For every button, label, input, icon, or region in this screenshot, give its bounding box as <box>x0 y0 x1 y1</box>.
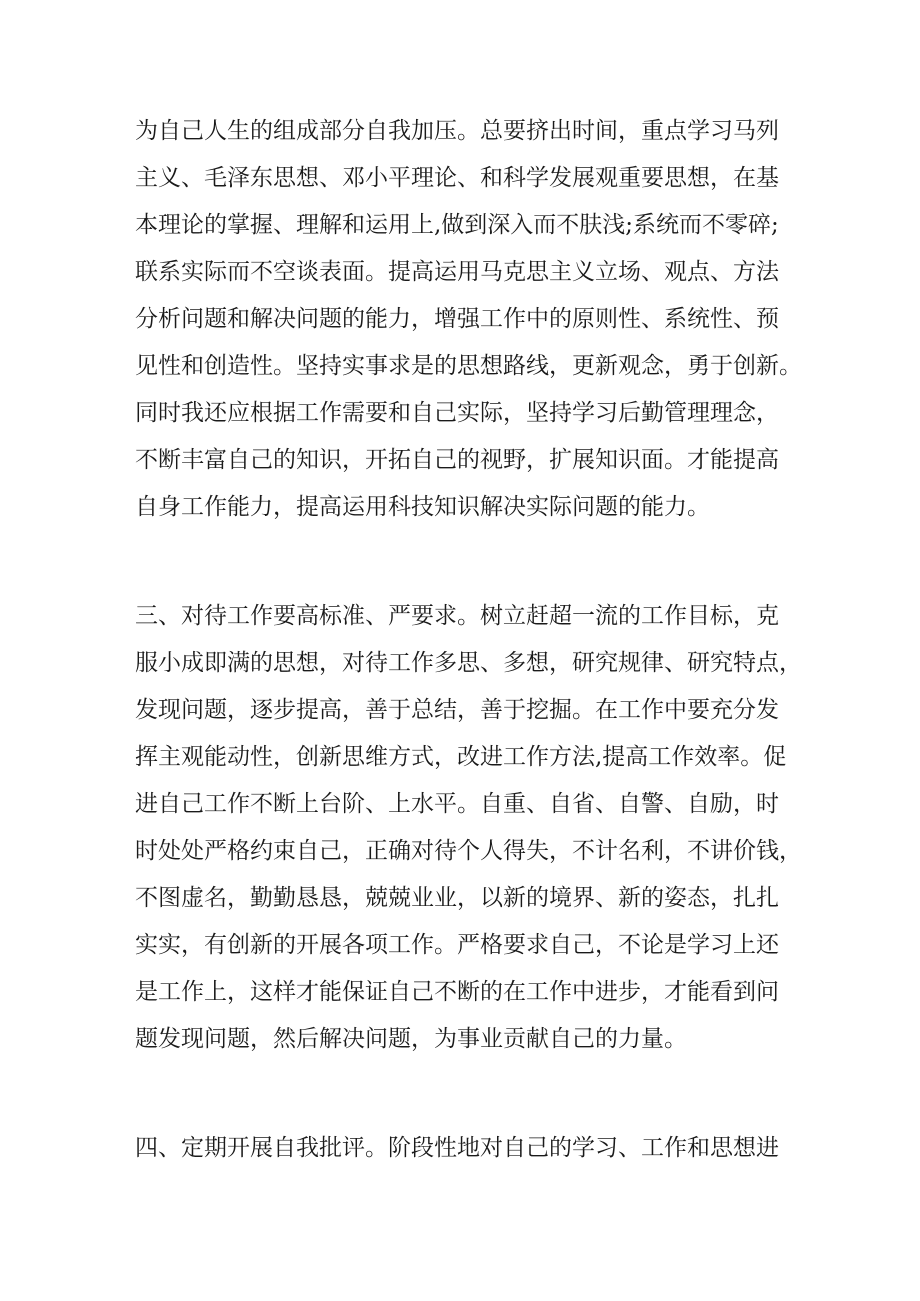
text-line: 不断丰富自己的知识，开拓自己的视野，扩展知识面。才能提高 <box>135 447 779 473</box>
paragraph-work-standards <box>135 593 805 1063</box>
text-line: 自身工作能力，提高运用科技知识解决实际问题的能力。 <box>135 494 710 520</box>
text-line: 不图虚名，勤勤恳恳，兢兢业业，以新的境界、新的姿态，扎扎 <box>135 885 779 911</box>
text-line: 发现问题，逐步提高，善于总结，善于挖掘。在工作中要充分发 <box>135 697 779 723</box>
text-line: 同时我还应根据工作需要和自己实际，坚持学习后勤管理理念， <box>135 400 779 426</box>
text-line: 实实，有创新的开展各项工作。严格要求自己，不论是学习上还 <box>135 932 779 958</box>
text-line: 三、对待工作要高标准、严要求。树立赶超一流的工作目标，克 <box>135 603 779 629</box>
text-line: 四、定期开展自我批评。阶段性地对自己的学习、工作和思想进 <box>135 1135 779 1161</box>
text-line: 为自己人生的组成部分自我加压。总要挤出时间，重点学习马列 <box>135 118 779 144</box>
text-line: 服小成即满的思想，对待工作多思、多想，研究规律、研究特点， <box>135 650 802 676</box>
paragraph-self-criticism <box>135 1125 805 1172</box>
text-line: 联系实际而不空谈表面。提高运用马克思主义立场、观点、方法 <box>135 259 779 285</box>
text-line: 时处处严格约束自己，正确对待个人得失，不计名利，不讲价钱， <box>135 838 802 864</box>
text-line: 本理论的掌握、理解和运用上,做到深入而不肤浅;系统而不零碎; <box>135 212 779 238</box>
paragraph-study <box>135 108 805 531</box>
text-line: 是工作上，这样才能保证自己不断的在工作中进步，才能看到问 <box>135 979 779 1005</box>
text-line: 主义、毛泽东思想、邓小平理论、和科学发展观重要思想，在基 <box>135 165 779 191</box>
text-line: 题发现问题，然后解决问题，为事业贡献自己的力量。 <box>135 1026 687 1052</box>
text-line: 分析问题和解决问题的能力，增强工作中的原则性、系统性、预 <box>135 306 779 332</box>
text-line: 见性和创造性。坚持实事求是的思想路线，更新观念，勇于创新。 <box>135 353 802 379</box>
text-line: 进自己工作不断上台阶、上水平。自重、自省、自警、自励，时 <box>135 791 779 817</box>
text-line: 挥主观能动性，创新思维方式，改进工作方法,提高工作效率。促 <box>135 744 787 770</box>
